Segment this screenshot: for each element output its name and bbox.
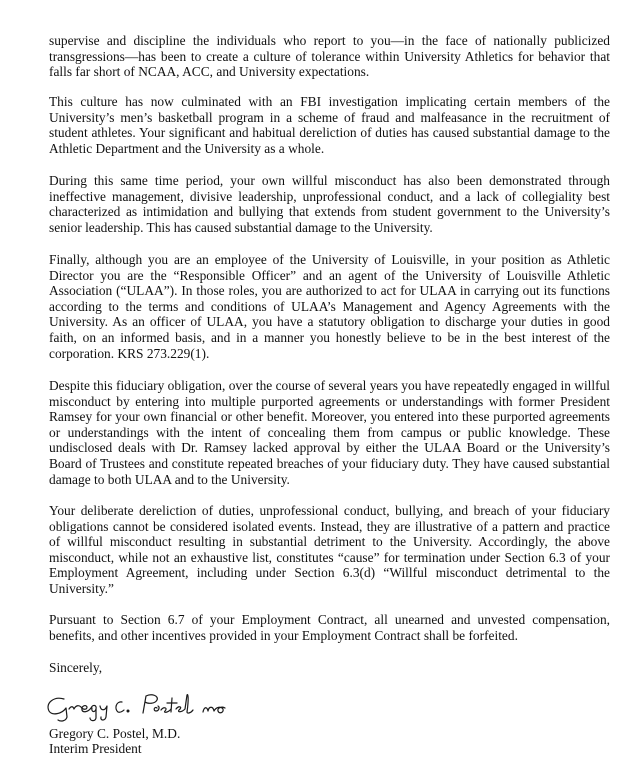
handwritten-signature [40,690,280,724]
closing-salutation: Sincerely, [49,660,103,675]
signer-title: Interim President [49,741,142,756]
paragraph-responsible-officer: Finally, although you are an employee of the University of Louisville, in your position as Athletic Director you are the “Responsible Officer” and an agent of the University of Louisville Athletic Association (“ULAA”). In those roles, you are authorized to act for ULAA in carrying out its functions according to the terms and conditions of ULAA’s Management and Agency Agreements with the University. As an officer of ULAA, you have a statutory obligation to discharge your duties in good faith, on an informed basis, and in a manner you honestly believe to be in the best interest of the corporation. KRS 273.229(1). [49,252,610,361]
paragraph-cause-for-termination: Your deliberate dereliction of duties, unprofessional conduct, bullying, and breach of your fiduciary obligations cannot be considered isolated events. Instead, they are illustrative of a pattern and practice of willful misconduct resulting in substantial detriment to the University. Accordingly, the above misconduct, while not an exhaustive list, constitutes “cause” for termination under Section 6.3 of your Employment Agreement, including under Section 6.3(d) “Willful misconduct detrimental to the University.” [49,503,610,596]
paragraph-culture-of-tolerance: supervise and discipline the individuals who report to you—in the face of nationally publicized transgressions—has been to create a culture of tolerance within University Athletics for behavior that falls far short of NCAA, ACC, and University expectations. [49,33,610,80]
paragraph-willful-misconduct: During this same time period, your own willful misconduct has also been demonstrated through ineffective management, divisive leadership, unprofessional conduct, and a lack of collegiality best characterized as intimidation and bullying that extends from student government to the University’s senior leadership. This has caused substantial damage to the University. [49,173,610,235]
paragraph-forfeiture: Pursuant to Section 6.7 of your Employment Contract, all unearned and unvested compensation, benefits, and other incentives provided in your Employment Contract shall be forfeited. [49,612,610,643]
signer-name: Gregory C. Postel, M.D. [49,726,181,741]
paragraph-fiduciary-obligation: Despite this fiduciary obligation, over the course of several years you have repeatedly engaged in willful misconduct by entering into multiple purported agreements or understandings with former President Ramsey for your own financial or other benefit. Moreover, you entered into these purported agreements or understandings with the intent of concealing them from campus or public knowledge. These undisclosed deals with Dr. Ramsey lacked approval by either the ULAA Board or the University’s Board of Trustees and constitute repeated breaches of your fiduciary duty. They have caused substantial damage to both ULAA and to the University. [49,378,610,487]
paragraph-fbi-investigation: This culture has now culminated with an FBI investigation implicating certain members of the University’s men’s basketball program in a scheme of fraud and malfeasance in the recruitment of student athletes. Your significant and habitual dereliction of duties has caused substantial damage to the Athletic Department and the University as a whole. [49,94,610,156]
